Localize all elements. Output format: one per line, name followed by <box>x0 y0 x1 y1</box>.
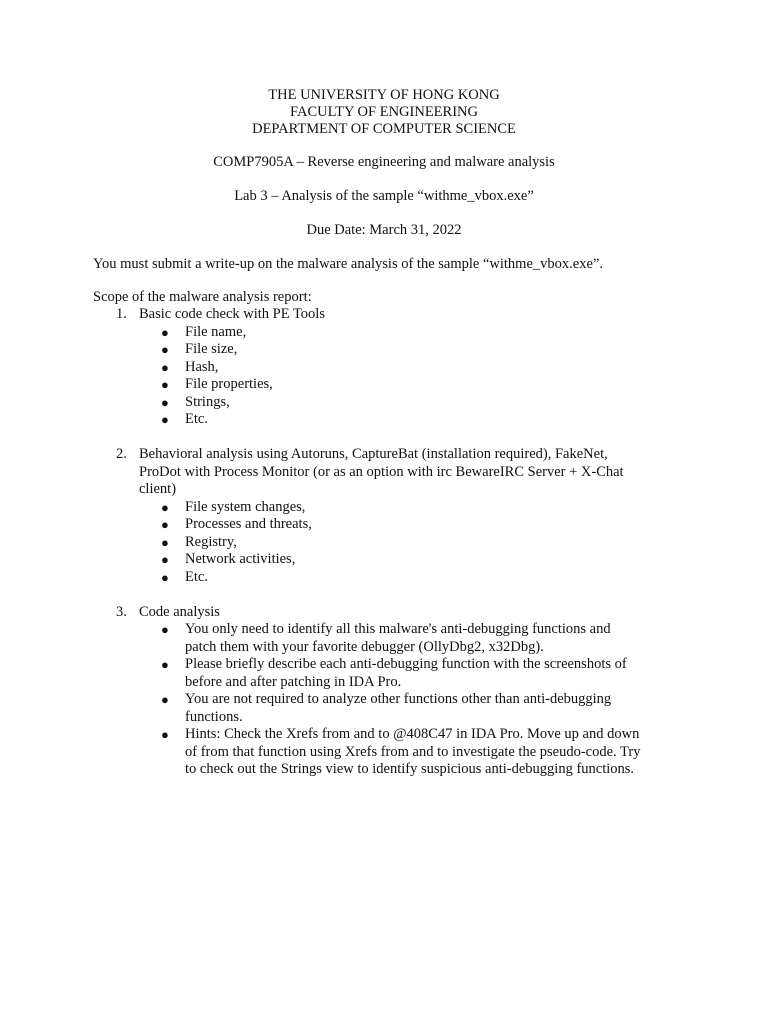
bullet-dot-icon: ● <box>161 324 169 340</box>
scope-section-2 <box>93 446 693 499</box>
bullet-dot-icon: ● <box>161 377 169 392</box>
intro-paragraph: You must submit a write-up on the malware analysis of the sample “withme_vbox.exe”. <box>93 256 603 272</box>
bullet-text-line: File system changes, <box>185 498 306 515</box>
bullet-dot-icon: ● <box>161 534 169 550</box>
section-number: 1. <box>116 306 127 322</box>
bullet-text-line: File properties, <box>185 376 273 392</box>
bullet-dot-icon: ● <box>161 394 169 410</box>
scope-section-3 <box>93 604 693 622</box>
bullet-dot-icon: ● <box>161 692 169 707</box>
bullet-text-line: before and after patching in IDA Pro. <box>185 673 402 690</box>
bullet-item <box>93 621 693 656</box>
university-name: THE UNIVERSITY OF HONG KONG <box>268 87 500 103</box>
section-title-line: Basic code check with PE Tools <box>139 306 325 322</box>
bullet-text-line: You only need to identify all this malware's anti-debugging functions and <box>185 621 611 637</box>
bullet-item <box>93 376 693 394</box>
faculty-name: FACULTY OF ENGINEERING <box>290 104 478 120</box>
scope-section-1 <box>93 306 693 324</box>
bullet-text-line: You are not required to analyze other functions other than anti-debugging <box>185 691 612 707</box>
bullet-item <box>93 499 693 517</box>
bullet-text-line: functions. <box>185 708 243 725</box>
bullet-item <box>93 656 693 691</box>
lab-title: Lab 3 – Analysis of the sample “withme_vbox.exe” <box>234 188 534 204</box>
bullet-text-line: Hash, <box>185 358 219 375</box>
bullet-dot-icon: ● <box>161 552 169 567</box>
bullet-item <box>93 569 693 587</box>
section-number: 2. <box>116 446 127 462</box>
section-number: 3. <box>116 603 127 620</box>
bullet-list <box>93 324 693 429</box>
bullet-dot-icon: ● <box>161 657 169 672</box>
bullet-item <box>93 516 693 534</box>
institution-header <box>0 87 768 138</box>
bullet-text-line: File size, <box>185 341 238 357</box>
bullet-dot-icon: ● <box>161 412 169 427</box>
bullet-item <box>93 359 693 377</box>
section-title-line: Code analysis <box>139 603 220 620</box>
bullet-text-line: Strings, <box>185 393 230 410</box>
bullet-text-line: Etc. <box>185 568 208 585</box>
bullet-text-line: Please briefly describe each anti-debugging function with the screenshots of <box>185 656 627 672</box>
bullet-dot-icon: ● <box>161 359 169 375</box>
section-gap <box>93 586 693 604</box>
bullet-item <box>93 551 693 569</box>
bullet-item <box>93 324 693 342</box>
bullet-dot-icon: ● <box>161 499 169 515</box>
section-title-line: client) <box>139 481 177 497</box>
bullet-text-line: Network activities, <box>185 551 296 567</box>
course-title: COMP7905A – Reverse engineering and malware analysis <box>213 154 555 170</box>
due-date: Due Date: March 31, 2022 <box>306 222 462 238</box>
scope-list <box>93 306 693 779</box>
bullet-text-line: patch them with your favorite debugger (OllyDbg2, x32Dbg). <box>185 638 544 655</box>
section-gap <box>93 429 693 447</box>
bullet-dot-icon: ● <box>161 569 169 585</box>
bullet-dot-icon: ● <box>161 517 169 532</box>
bullet-list <box>93 621 693 779</box>
bullet-list <box>93 499 693 587</box>
bullet-item <box>93 394 693 412</box>
bullet-text-line: Processes and threats, <box>185 516 312 532</box>
bullet-item <box>93 726 693 779</box>
bullet-text-line: to check out the Strings view to identify suspicious anti-debugging functions. <box>185 761 635 777</box>
section-title-line: ProDot with Process Monitor (or as an option with irc BewareIRC Server + X-Chat <box>139 463 624 480</box>
bullet-text-line: File name, <box>185 323 247 340</box>
bullet-dot-icon: ● <box>161 622 169 637</box>
bullet-dot-icon: ● <box>161 342 169 357</box>
bullet-item <box>93 534 693 552</box>
bullet-dot-icon: ● <box>161 727 169 742</box>
bullet-text-line: Hints: Check the Xrefs from and to @408C47 in IDA Pro. Move up and down <box>185 726 640 742</box>
bullet-text-line: Registry, <box>185 533 237 550</box>
scope-heading: Scope of the malware analysis report: <box>93 289 312 305</box>
section-title-line: Behavioral analysis using Autoruns, CaptureBat (installation required), FakeNet, <box>139 446 608 462</box>
bullet-text-line: Etc. <box>185 411 208 427</box>
department-name: DEPARTMENT OF COMPUTER SCIENCE <box>252 121 516 137</box>
bullet-item <box>93 341 693 359</box>
bullet-item <box>93 691 693 726</box>
bullet-text-line: of from that function using Xrefs from and to investigate the pseudo-code. Try <box>185 743 641 760</box>
bullet-item <box>93 411 693 429</box>
